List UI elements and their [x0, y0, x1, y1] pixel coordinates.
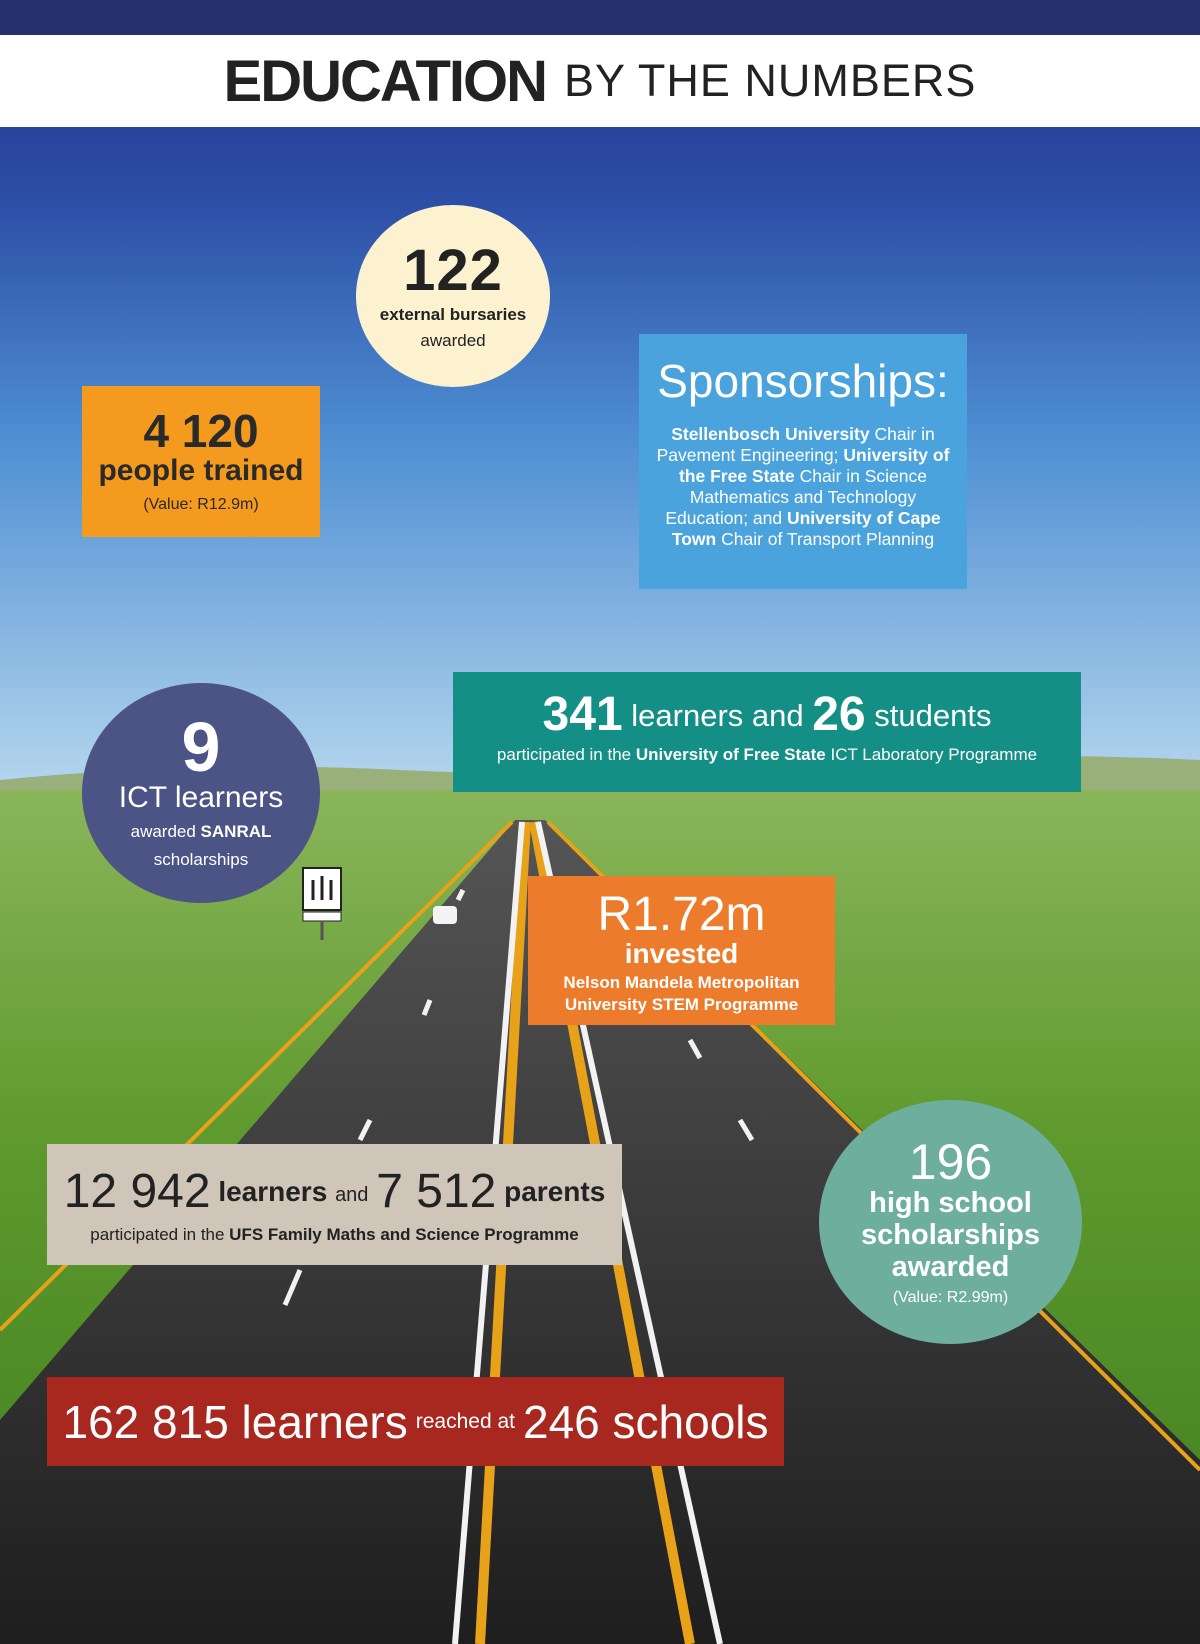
trained-number: 4 120 [143, 405, 259, 457]
trained-box [82, 386, 320, 537]
ict-lab-caption-pre: participated in the [496, 745, 636, 764]
sponsor-ufs: University of the Free State [678, 445, 950, 486]
hs-label-3: awarded [891, 1251, 1010, 1283]
ict-lab-headline [453, 690, 1081, 741]
trained-label: people trained [98, 454, 304, 487]
hs-number: 196 [908, 1134, 993, 1190]
ict-lab-caption [453, 745, 1081, 765]
hs-label-1: high school [869, 1187, 1032, 1219]
ict-lab-learners-number: 341 [542, 688, 623, 741]
invested-programme-2: University STEM Programme [564, 995, 799, 1014]
reach-banner [47, 1377, 784, 1466]
family-parents-label: parents [504, 1176, 606, 1207]
family-learners-label: learners [218, 1176, 328, 1207]
family-caption-programme: UFS Family Maths and Science Programme [229, 1225, 579, 1244]
hs-label-2: scholarships [861, 1219, 1040, 1251]
top-stripe [0, 0, 1200, 35]
reach-schools: 246 schools [523, 1395, 769, 1448]
bursaries-number: 122 [403, 238, 503, 303]
sponsor-text-2: Chair in Science Mathematics and Technology Education; and [665, 466, 928, 528]
ict-label: ICT learners [118, 780, 284, 814]
page-title [0, 35, 1200, 127]
sponsorships-box [639, 334, 967, 589]
hs-value: (Value: R2.99m) [892, 1289, 1009, 1306]
ict-lab-students-number: 26 [812, 688, 866, 741]
title-bold: EDUCATION [223, 48, 547, 114]
ict-lab-text-2: students [874, 698, 992, 733]
ict-lab-text-1: learners and [631, 698, 804, 733]
bursaries-label-2: awarded [420, 331, 486, 350]
invested-label: invested [624, 938, 739, 969]
family-learners-number: 12 942 [63, 1165, 211, 1218]
ict-awarded-pre: awarded [130, 821, 201, 841]
family-and: and [335, 1184, 369, 1206]
family-parents-number: 7 512 [376, 1165, 497, 1218]
sponsor-text-1: Chair in Pavement Engineering; [656, 424, 935, 465]
reach-connector: reached at [415, 1409, 515, 1433]
bursaries-circle [356, 205, 550, 387]
sponsor-text-3: Chair of Transport Planning [716, 529, 935, 549]
ict-scholarships: scholarships [153, 849, 249, 869]
sponsorships-body [647, 424, 959, 550]
reach-learners: 162 815 learners [62, 1395, 408, 1448]
sponsor-stellenbosch: Stellenbosch University [671, 424, 870, 444]
sponsor-uct: University of Cape Town [671, 508, 941, 549]
title-rest: BY THE NUMBERS [564, 55, 977, 106]
ict-awarded [131, 816, 272, 847]
family-programme-box [47, 1144, 622, 1265]
ict-scholarship-circle [82, 683, 320, 903]
invested-box [528, 876, 835, 1025]
ict-lab-box [453, 672, 1081, 792]
trained-value: (Value: R12.9m) [143, 496, 259, 513]
ict-awarded-sanral: SANRAL [200, 821, 272, 841]
ict-number: 9 [181, 707, 221, 786]
ict-lab-caption-post: ICT Laboratory Programme [825, 745, 1038, 764]
highschool-scholarships-circle [819, 1100, 1082, 1344]
ict-lab-caption-university: University of Free State [635, 745, 826, 764]
bursaries-label: external bursaries [379, 305, 527, 324]
sponsorships-heading: Sponsorships: [657, 355, 949, 407]
family-caption [47, 1225, 622, 1245]
family-headline [47, 1165, 622, 1219]
invested-amount: R1.72m [597, 888, 766, 941]
invested-programme-1: Nelson Mandela Metropolitan [563, 973, 800, 992]
family-caption-pre: participated in the [90, 1225, 230, 1244]
